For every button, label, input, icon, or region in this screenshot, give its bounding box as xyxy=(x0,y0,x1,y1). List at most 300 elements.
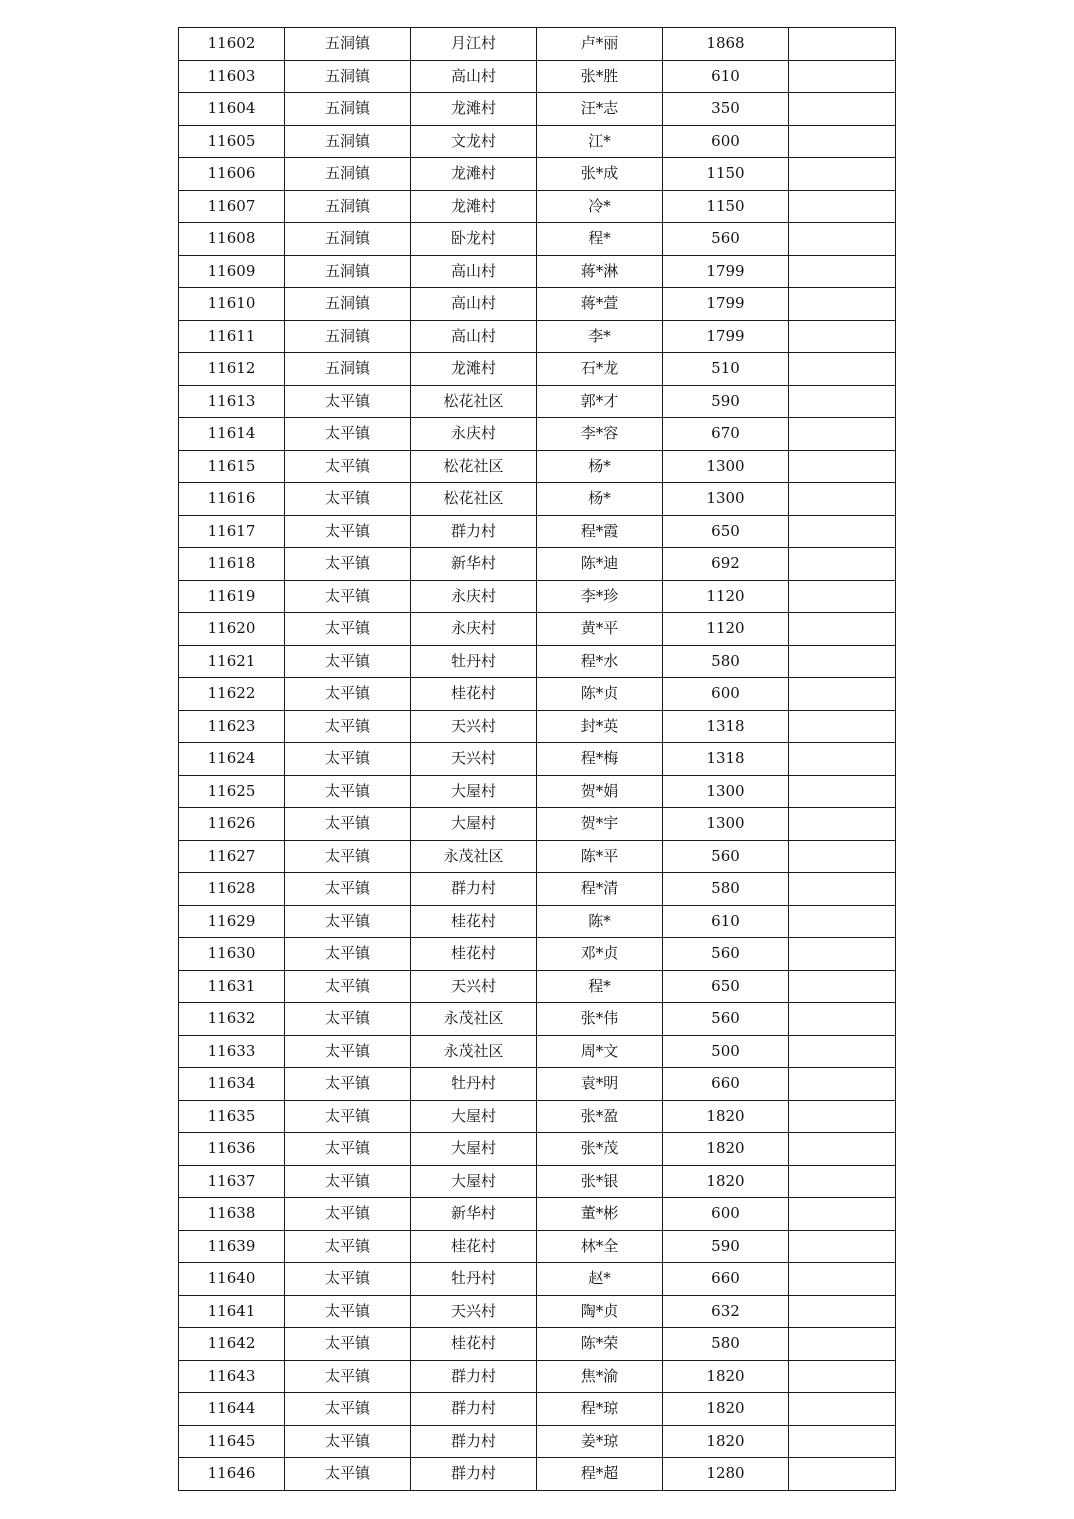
village-cell: 大屋村 xyxy=(411,808,537,841)
table-row xyxy=(179,1198,896,1231)
person-name-cell: 陈*迪 xyxy=(537,548,663,581)
remarks-cell xyxy=(789,613,896,646)
town-cell: 太平镇 xyxy=(285,1198,411,1231)
remarks-cell xyxy=(789,1165,896,1198)
person-name-cell: 卢*丽 xyxy=(537,28,663,61)
village-cell: 群力村 xyxy=(411,1458,537,1491)
amount-cell: 560 xyxy=(663,1003,789,1036)
table-row xyxy=(179,1100,896,1133)
amount-cell: 1799 xyxy=(663,288,789,321)
town-cell: 太平镇 xyxy=(285,840,411,873)
remarks-cell xyxy=(789,743,896,776)
serial-number-cell: 11643 xyxy=(179,1360,285,1393)
village-cell: 新华村 xyxy=(411,1198,537,1231)
village-cell: 群力村 xyxy=(411,1425,537,1458)
amount-cell: 1300 xyxy=(663,483,789,516)
serial-number-cell: 11616 xyxy=(179,483,285,516)
serial-number-cell: 11644 xyxy=(179,1393,285,1426)
town-cell: 五洞镇 xyxy=(285,28,411,61)
table-row xyxy=(179,1360,896,1393)
table-row xyxy=(179,288,896,321)
table-row xyxy=(179,1393,896,1426)
serial-number-cell: 11603 xyxy=(179,60,285,93)
serial-number-cell: 11626 xyxy=(179,808,285,841)
person-name-cell: 黄*平 xyxy=(537,613,663,646)
amount-cell: 1799 xyxy=(663,320,789,353)
town-cell: 太平镇 xyxy=(285,580,411,613)
amount-cell: 350 xyxy=(663,93,789,126)
person-name-cell: 程*清 xyxy=(537,873,663,906)
serial-number-cell: 11618 xyxy=(179,548,285,581)
table-row xyxy=(179,1295,896,1328)
remarks-cell xyxy=(789,190,896,223)
remarks-cell xyxy=(789,873,896,906)
town-cell: 太平镇 xyxy=(285,743,411,776)
remarks-cell xyxy=(789,1328,896,1361)
town-cell: 太平镇 xyxy=(285,645,411,678)
amount-cell: 1318 xyxy=(663,743,789,776)
village-cell: 卧龙村 xyxy=(411,223,537,256)
table-row xyxy=(179,320,896,353)
village-cell: 桂花村 xyxy=(411,1230,537,1263)
person-name-cell: 冷* xyxy=(537,190,663,223)
table-row xyxy=(179,905,896,938)
table-row xyxy=(179,840,896,873)
remarks-cell xyxy=(789,353,896,386)
amount-cell: 670 xyxy=(663,418,789,451)
person-name-cell: 蒋*萱 xyxy=(537,288,663,321)
remarks-cell xyxy=(789,678,896,711)
village-cell: 高山村 xyxy=(411,320,537,353)
table-row xyxy=(179,1068,896,1101)
town-cell: 太平镇 xyxy=(285,450,411,483)
town-cell: 太平镇 xyxy=(285,1003,411,1036)
person-name-cell: 李*容 xyxy=(537,418,663,451)
town-cell: 太平镇 xyxy=(285,710,411,743)
amount-cell: 560 xyxy=(663,840,789,873)
amount-cell: 600 xyxy=(663,678,789,711)
table-row xyxy=(179,645,896,678)
amount-cell: 1120 xyxy=(663,580,789,613)
village-cell: 松花社区 xyxy=(411,450,537,483)
village-cell: 龙滩村 xyxy=(411,158,537,191)
town-cell: 五洞镇 xyxy=(285,223,411,256)
town-cell: 太平镇 xyxy=(285,938,411,971)
person-name-cell: 程*琼 xyxy=(537,1393,663,1426)
remarks-cell xyxy=(789,28,896,61)
amount-cell: 580 xyxy=(663,645,789,678)
town-cell: 太平镇 xyxy=(285,385,411,418)
town-cell: 太平镇 xyxy=(285,1165,411,1198)
town-cell: 太平镇 xyxy=(285,1295,411,1328)
amount-cell: 1280 xyxy=(663,1458,789,1491)
person-name-cell: 张*伟 xyxy=(537,1003,663,1036)
table-row xyxy=(179,1328,896,1361)
town-cell: 五洞镇 xyxy=(285,255,411,288)
amount-cell: 1300 xyxy=(663,775,789,808)
serial-number-cell: 11625 xyxy=(179,775,285,808)
table-row xyxy=(179,1035,896,1068)
amount-cell: 1820 xyxy=(663,1360,789,1393)
table-row xyxy=(179,873,896,906)
amount-cell: 510 xyxy=(663,353,789,386)
village-cell: 永茂社区 xyxy=(411,840,537,873)
table-row xyxy=(179,580,896,613)
person-name-cell: 陶*贞 xyxy=(537,1295,663,1328)
table-row xyxy=(179,255,896,288)
serial-number-cell: 11628 xyxy=(179,873,285,906)
serial-number-cell: 11604 xyxy=(179,93,285,126)
amount-cell: 660 xyxy=(663,1068,789,1101)
person-name-cell: 封*英 xyxy=(537,710,663,743)
remarks-cell xyxy=(789,223,896,256)
table-row xyxy=(179,158,896,191)
remarks-cell xyxy=(789,775,896,808)
village-cell: 高山村 xyxy=(411,255,537,288)
table-row xyxy=(179,483,896,516)
amount-cell: 1820 xyxy=(663,1165,789,1198)
remarks-cell xyxy=(789,158,896,191)
serial-number-cell: 11617 xyxy=(179,515,285,548)
serial-number-cell: 11620 xyxy=(179,613,285,646)
village-cell: 大屋村 xyxy=(411,1133,537,1166)
town-cell: 太平镇 xyxy=(285,1425,411,1458)
serial-number-cell: 11621 xyxy=(179,645,285,678)
amount-cell: 600 xyxy=(663,125,789,158)
remarks-cell xyxy=(789,548,896,581)
amount-cell: 1150 xyxy=(663,190,789,223)
person-name-cell: 陈*贞 xyxy=(537,678,663,711)
serial-number-cell: 11629 xyxy=(179,905,285,938)
amount-cell: 560 xyxy=(663,223,789,256)
person-name-cell: 程* xyxy=(537,223,663,256)
person-name-cell: 邓*贞 xyxy=(537,938,663,971)
serial-number-cell: 11611 xyxy=(179,320,285,353)
remarks-cell xyxy=(789,645,896,678)
person-name-cell: 陈*平 xyxy=(537,840,663,873)
village-cell: 桂花村 xyxy=(411,905,537,938)
town-cell: 五洞镇 xyxy=(285,353,411,386)
person-name-cell: 杨* xyxy=(537,483,663,516)
person-name-cell: 焦*渝 xyxy=(537,1360,663,1393)
village-cell: 桂花村 xyxy=(411,938,537,971)
serial-number-cell: 11610 xyxy=(179,288,285,321)
village-cell: 群力村 xyxy=(411,1393,537,1426)
town-cell: 太平镇 xyxy=(285,1458,411,1491)
town-cell: 五洞镇 xyxy=(285,60,411,93)
remarks-cell xyxy=(789,1230,896,1263)
table-row xyxy=(179,60,896,93)
town-cell: 太平镇 xyxy=(285,1328,411,1361)
village-cell: 龙滩村 xyxy=(411,93,537,126)
town-cell: 太平镇 xyxy=(285,905,411,938)
person-name-cell: 张*成 xyxy=(537,158,663,191)
person-name-cell: 江* xyxy=(537,125,663,158)
person-name-cell: 郭*才 xyxy=(537,385,663,418)
remarks-cell xyxy=(789,255,896,288)
serial-number-cell: 11605 xyxy=(179,125,285,158)
town-cell: 太平镇 xyxy=(285,970,411,1003)
table-row xyxy=(179,710,896,743)
town-cell: 太平镇 xyxy=(285,515,411,548)
village-cell: 新华村 xyxy=(411,548,537,581)
roster-table-body xyxy=(179,28,896,1491)
town-cell: 五洞镇 xyxy=(285,288,411,321)
person-name-cell: 袁*明 xyxy=(537,1068,663,1101)
town-cell: 太平镇 xyxy=(285,1360,411,1393)
town-cell: 太平镇 xyxy=(285,1230,411,1263)
table-row xyxy=(179,515,896,548)
table-row xyxy=(179,678,896,711)
town-cell: 五洞镇 xyxy=(285,190,411,223)
person-name-cell: 张*盈 xyxy=(537,1100,663,1133)
serial-number-cell: 11608 xyxy=(179,223,285,256)
amount-cell: 1799 xyxy=(663,255,789,288)
person-name-cell: 程*梅 xyxy=(537,743,663,776)
serial-number-cell: 11630 xyxy=(179,938,285,971)
serial-number-cell: 11614 xyxy=(179,418,285,451)
remarks-cell xyxy=(789,60,896,93)
remarks-cell xyxy=(789,1458,896,1491)
village-cell: 牡丹村 xyxy=(411,1263,537,1296)
serial-number-cell: 11645 xyxy=(179,1425,285,1458)
village-cell: 天兴村 xyxy=(411,743,537,776)
amount-cell: 1318 xyxy=(663,710,789,743)
remarks-cell xyxy=(789,93,896,126)
serial-number-cell: 11606 xyxy=(179,158,285,191)
table-row xyxy=(179,385,896,418)
serial-number-cell: 11609 xyxy=(179,255,285,288)
serial-number-cell: 11612 xyxy=(179,353,285,386)
table-row xyxy=(179,548,896,581)
amount-cell: 500 xyxy=(663,1035,789,1068)
remarks-cell xyxy=(789,1133,896,1166)
amount-cell: 1820 xyxy=(663,1133,789,1166)
town-cell: 太平镇 xyxy=(285,1393,411,1426)
person-name-cell: 赵* xyxy=(537,1263,663,1296)
village-cell: 松花社区 xyxy=(411,483,537,516)
remarks-cell xyxy=(789,320,896,353)
village-cell: 牡丹村 xyxy=(411,1068,537,1101)
table-row xyxy=(179,1230,896,1263)
serial-number-cell: 11619 xyxy=(179,580,285,613)
village-cell: 永庆村 xyxy=(411,580,537,613)
table-row xyxy=(179,1458,896,1491)
village-cell: 高山村 xyxy=(411,60,537,93)
remarks-cell xyxy=(789,1035,896,1068)
serial-number-cell: 11633 xyxy=(179,1035,285,1068)
village-cell: 牡丹村 xyxy=(411,645,537,678)
town-cell: 太平镇 xyxy=(285,483,411,516)
person-name-cell: 姜*琼 xyxy=(537,1425,663,1458)
remarks-cell xyxy=(789,483,896,516)
remarks-cell xyxy=(789,418,896,451)
table-row xyxy=(179,613,896,646)
town-cell: 太平镇 xyxy=(285,1133,411,1166)
amount-cell: 610 xyxy=(663,905,789,938)
remarks-cell xyxy=(789,840,896,873)
village-cell: 天兴村 xyxy=(411,1295,537,1328)
person-name-cell: 陈* xyxy=(537,905,663,938)
town-cell: 太平镇 xyxy=(285,678,411,711)
remarks-cell xyxy=(789,710,896,743)
town-cell: 五洞镇 xyxy=(285,125,411,158)
table-row xyxy=(179,1003,896,1036)
table-row xyxy=(179,1263,896,1296)
village-cell: 桂花村 xyxy=(411,678,537,711)
village-cell: 高山村 xyxy=(411,288,537,321)
remarks-cell xyxy=(789,1425,896,1458)
remarks-cell xyxy=(789,938,896,971)
serial-number-cell: 11622 xyxy=(179,678,285,711)
table-row xyxy=(179,28,896,61)
amount-cell: 660 xyxy=(663,1263,789,1296)
town-cell: 太平镇 xyxy=(285,1035,411,1068)
table-row xyxy=(179,125,896,158)
amount-cell: 1868 xyxy=(663,28,789,61)
remarks-cell xyxy=(789,808,896,841)
remarks-cell xyxy=(789,1295,896,1328)
amount-cell: 590 xyxy=(663,1230,789,1263)
serial-number-cell: 11602 xyxy=(179,28,285,61)
person-name-cell: 林*全 xyxy=(537,1230,663,1263)
serial-number-cell: 11635 xyxy=(179,1100,285,1133)
person-name-cell: 程*霞 xyxy=(537,515,663,548)
village-cell: 永茂社区 xyxy=(411,1035,537,1068)
remarks-cell xyxy=(789,1068,896,1101)
remarks-cell xyxy=(789,288,896,321)
amount-cell: 580 xyxy=(663,873,789,906)
remarks-cell xyxy=(789,905,896,938)
town-cell: 太平镇 xyxy=(285,613,411,646)
table-row xyxy=(179,450,896,483)
person-name-cell: 陈*荣 xyxy=(537,1328,663,1361)
table-row xyxy=(179,353,896,386)
town-cell: 五洞镇 xyxy=(285,320,411,353)
village-cell: 群力村 xyxy=(411,515,537,548)
remarks-cell xyxy=(789,515,896,548)
amount-cell: 1820 xyxy=(663,1425,789,1458)
amount-cell: 600 xyxy=(663,1198,789,1231)
remarks-cell xyxy=(789,970,896,1003)
serial-number-cell: 11637 xyxy=(179,1165,285,1198)
town-cell: 太平镇 xyxy=(285,1100,411,1133)
person-name-cell: 程* xyxy=(537,970,663,1003)
amount-cell: 580 xyxy=(663,1328,789,1361)
person-name-cell: 张*胜 xyxy=(537,60,663,93)
table-row xyxy=(179,775,896,808)
table-row xyxy=(179,1133,896,1166)
remarks-cell xyxy=(789,1100,896,1133)
remarks-cell xyxy=(789,450,896,483)
table-row xyxy=(179,190,896,223)
remarks-cell xyxy=(789,1360,896,1393)
village-cell: 大屋村 xyxy=(411,775,537,808)
village-cell: 龙滩村 xyxy=(411,190,537,223)
town-cell: 太平镇 xyxy=(285,1263,411,1296)
person-name-cell: 贺*娟 xyxy=(537,775,663,808)
person-name-cell: 张*银 xyxy=(537,1165,663,1198)
village-cell: 天兴村 xyxy=(411,710,537,743)
serial-number-cell: 11641 xyxy=(179,1295,285,1328)
serial-number-cell: 11634 xyxy=(179,1068,285,1101)
serial-number-cell: 11639 xyxy=(179,1230,285,1263)
town-cell: 太平镇 xyxy=(285,418,411,451)
amount-cell: 560 xyxy=(663,938,789,971)
amount-cell: 610 xyxy=(663,60,789,93)
village-cell: 文龙村 xyxy=(411,125,537,158)
serial-number-cell: 11615 xyxy=(179,450,285,483)
remarks-cell xyxy=(789,1003,896,1036)
town-cell: 太平镇 xyxy=(285,548,411,581)
village-cell: 松花社区 xyxy=(411,385,537,418)
serial-number-cell: 11631 xyxy=(179,970,285,1003)
person-name-cell: 蒋*淋 xyxy=(537,255,663,288)
village-cell: 永庆村 xyxy=(411,418,537,451)
serial-number-cell: 11640 xyxy=(179,1263,285,1296)
table-row xyxy=(179,418,896,451)
village-cell: 月江村 xyxy=(411,28,537,61)
person-name-cell: 张*茂 xyxy=(537,1133,663,1166)
person-name-cell: 杨* xyxy=(537,450,663,483)
amount-cell: 632 xyxy=(663,1295,789,1328)
village-cell: 永茂社区 xyxy=(411,1003,537,1036)
serial-number-cell: 11646 xyxy=(179,1458,285,1491)
remarks-cell xyxy=(789,1393,896,1426)
amount-cell: 1120 xyxy=(663,613,789,646)
amount-cell: 1820 xyxy=(663,1100,789,1133)
table-row xyxy=(179,93,896,126)
village-cell: 大屋村 xyxy=(411,1100,537,1133)
village-cell: 大屋村 xyxy=(411,1165,537,1198)
person-name-cell: 程*水 xyxy=(537,645,663,678)
roster-table xyxy=(178,27,896,1491)
person-name-cell: 程*超 xyxy=(537,1458,663,1491)
person-name-cell: 石*龙 xyxy=(537,353,663,386)
remarks-cell xyxy=(789,1198,896,1231)
person-name-cell: 汪*志 xyxy=(537,93,663,126)
table-row xyxy=(179,808,896,841)
remarks-cell xyxy=(789,1263,896,1296)
village-cell: 群力村 xyxy=(411,873,537,906)
serial-number-cell: 11642 xyxy=(179,1328,285,1361)
amount-cell: 590 xyxy=(663,385,789,418)
town-cell: 五洞镇 xyxy=(285,158,411,191)
amount-cell: 650 xyxy=(663,515,789,548)
serial-number-cell: 11607 xyxy=(179,190,285,223)
serial-number-cell: 11638 xyxy=(179,1198,285,1231)
serial-number-cell: 11636 xyxy=(179,1133,285,1166)
amount-cell: 1300 xyxy=(663,808,789,841)
village-cell: 桂花村 xyxy=(411,1328,537,1361)
village-cell: 永庆村 xyxy=(411,613,537,646)
town-cell: 太平镇 xyxy=(285,1068,411,1101)
person-name-cell: 董*彬 xyxy=(537,1198,663,1231)
serial-number-cell: 11627 xyxy=(179,840,285,873)
table-row xyxy=(179,1165,896,1198)
table-row xyxy=(179,938,896,971)
serial-number-cell: 11623 xyxy=(179,710,285,743)
table-row xyxy=(179,1425,896,1458)
person-name-cell: 贺*宇 xyxy=(537,808,663,841)
amount-cell: 1820 xyxy=(663,1393,789,1426)
remarks-cell xyxy=(789,125,896,158)
town-cell: 太平镇 xyxy=(285,873,411,906)
town-cell: 五洞镇 xyxy=(285,93,411,126)
table-row xyxy=(179,743,896,776)
village-cell: 龙滩村 xyxy=(411,353,537,386)
amount-cell: 650 xyxy=(663,970,789,1003)
